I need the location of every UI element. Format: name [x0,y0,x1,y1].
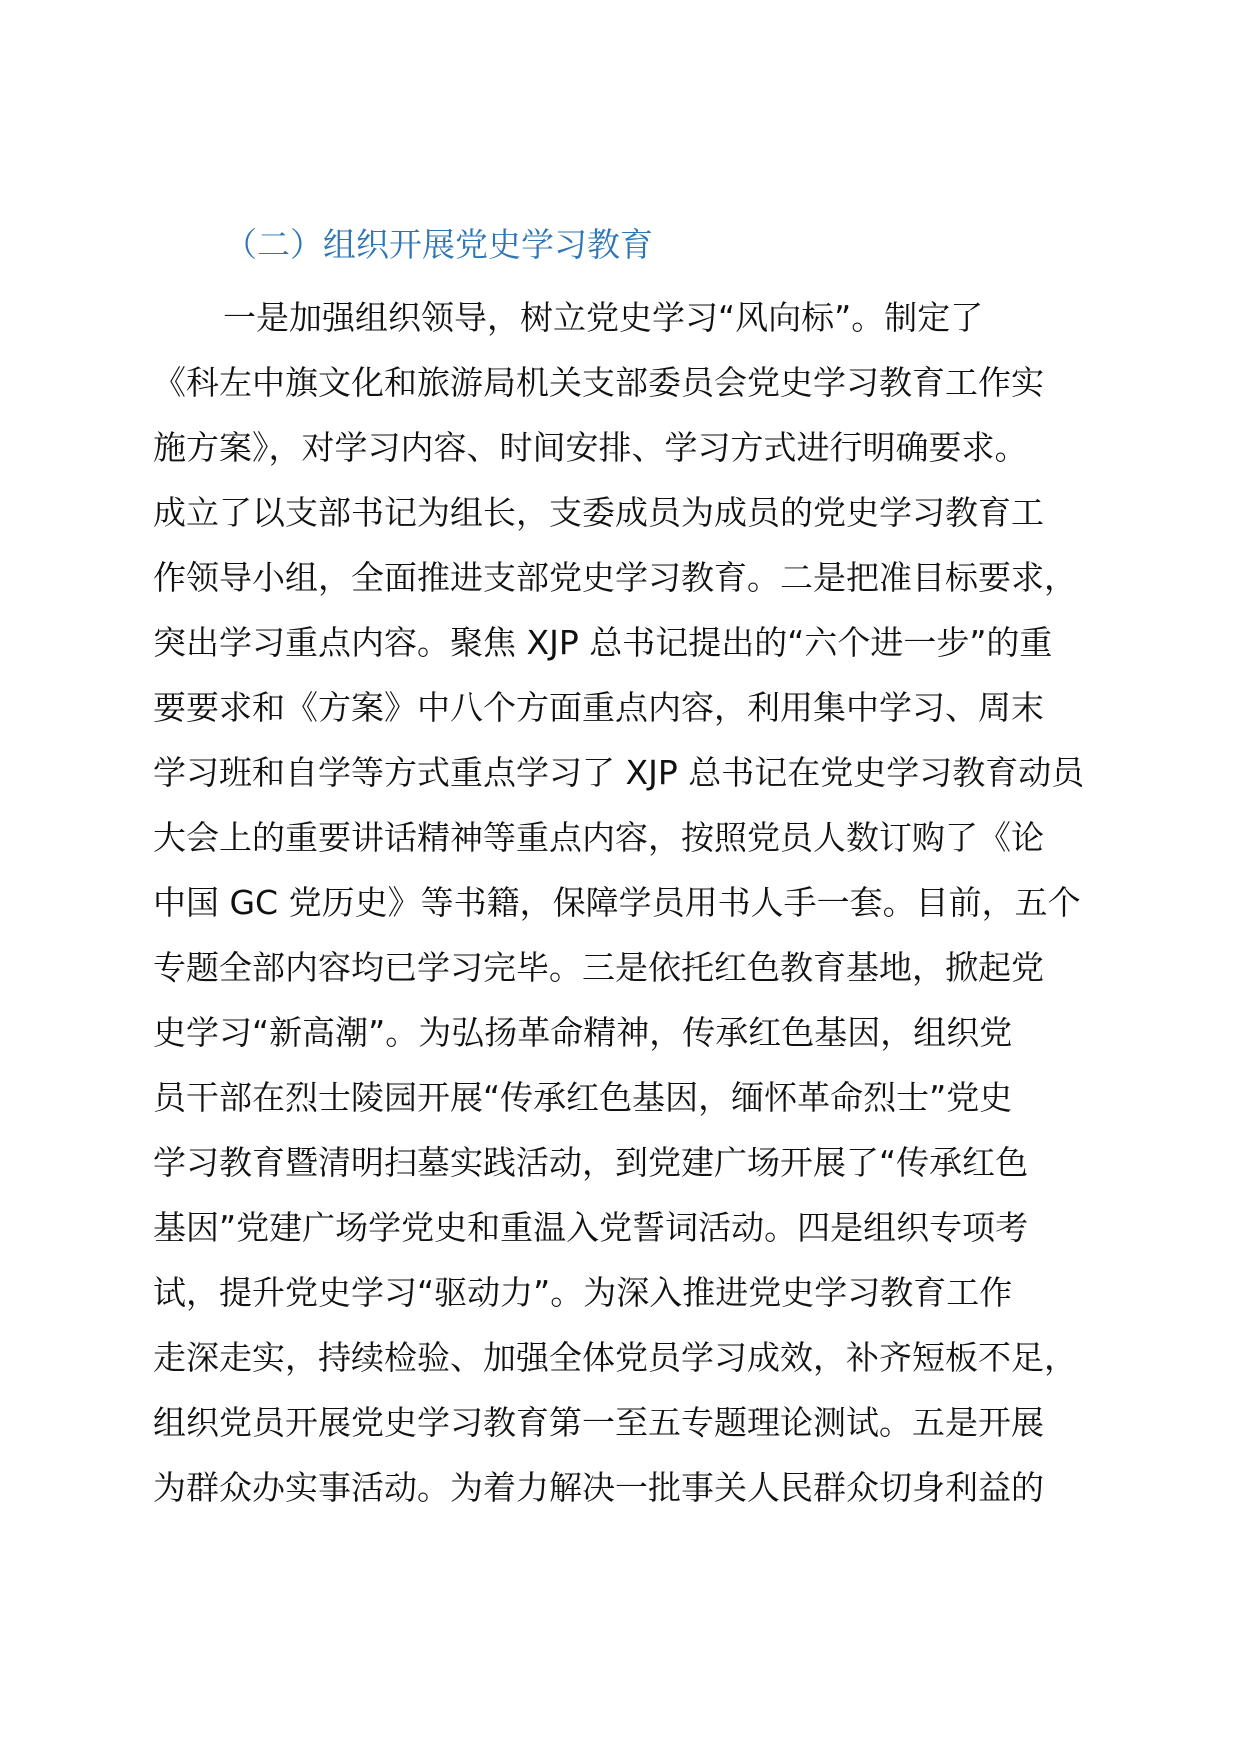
body-paragraph [153,285,1153,1520]
text-line: 中国 GC 党历史》等书籍，保障学员用书人手一套。目前，五个 [153,883,1081,922]
text-line: 成立了以支部书记为组长，支委成员为成员的党史学习教育工 [153,493,1044,532]
text-line: 专题全部内容均已学习完毕。三是依托红色教育基地，掀起党 [153,948,1044,987]
text-line: 突出学习重点内容。聚焦 XJP 总书记提出的“六个进一步”的重 [153,623,1053,662]
text-line: 学习教育暨清明扫墓实践活动，到党建广场开展了“传承红色 [153,1143,1029,1182]
text-line: 学习班和自学等方式重点学习了 XJP 总书记在党史学习教育动员 [153,753,1085,792]
text-line: 基因”党建广场学党史和重温入党誓词活动。四是组织专项考 [153,1208,1029,1247]
text-line: 史学习“新高潮”。为弘扬革命精神，传承红色基因，组织党 [153,1013,1013,1052]
text-line: 走深走实，持续检验、加强全体党员学习成效，补齐短板不足， [153,1338,1077,1377]
section-heading: （二）组织开展党史学习教育 [224,225,653,264]
text-line: 员干部在烈士陵园开展“传承红色基因，缅怀革命烈士”党史 [153,1078,1013,1117]
text-line: 施方案》，对学习内容、时间安排、学习方式进行明确要求。 [153,428,1028,467]
text-line: 一是加强组织领导，树立党史学习“风向标”。制定了 [223,298,984,337]
text-line: 试，提升党史学习“驱动力”。为深入推进党史学习教育工作 [153,1273,1013,1312]
text-line: 组织党员开展党史学习教育第一至五专题理论测试。五是开展 [153,1403,1044,1442]
text-line: 大会上的重要讲话精神等重点内容，按照党员人数订购了《论 [153,818,1044,857]
text-line: 《科左中旗文化和旅游局机关支部委员会党史学习教育工作实 [153,363,1044,402]
text-line: 要要求和《方案》中八个方面重点内容，利用集中学习、周末 [153,688,1044,727]
text-line: 作领导小组，全面推进支部党史学习教育。二是把准目标要求， [153,558,1077,597]
text-line: 为群众办实事活动。为着力解决一批事关人民群众切身利益的 [153,1468,1044,1507]
